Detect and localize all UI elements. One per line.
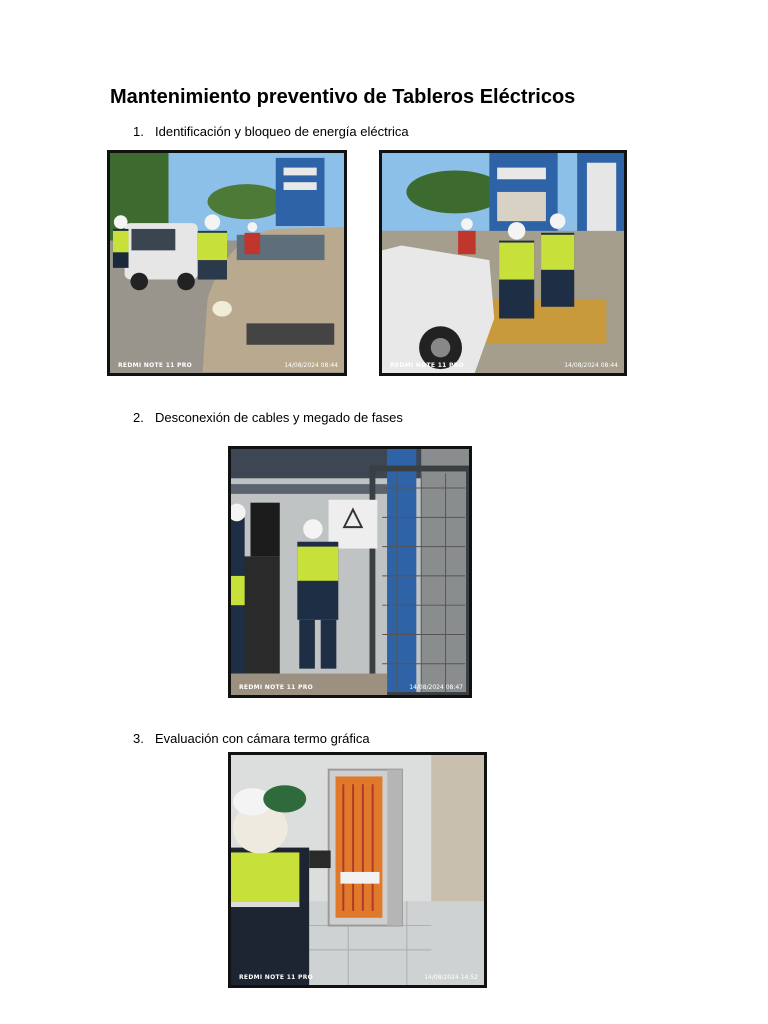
photo-timestamp: 14/08/2024 08:44 bbox=[564, 362, 618, 369]
photo-scene bbox=[110, 153, 344, 373]
list-item-text: Evaluación con cámara termo gráfica bbox=[155, 731, 370, 746]
list-item-number: 3. bbox=[133, 731, 144, 746]
photo-scene bbox=[231, 449, 469, 695]
photo-timestamp: 14/08/2024 14:52 bbox=[424, 974, 478, 981]
photo-watermark: REDMI NOTE 11 PRO bbox=[239, 684, 314, 691]
photo-identificacion-1 bbox=[107, 150, 347, 376]
list-item-1 bbox=[133, 124, 409, 139]
list-item-text: Identificación y bloqueo de energía eléctrica bbox=[155, 124, 409, 139]
photo-timestamp: 14/08/2024 08:44 bbox=[284, 362, 338, 369]
photo-identificacion-2 bbox=[379, 150, 627, 376]
list-item-2 bbox=[133, 410, 403, 425]
photo-watermark: REDMI NOTE 11 PRO bbox=[118, 362, 193, 369]
list-item-text: Desconexión de cables y megado de fases bbox=[155, 410, 403, 425]
photo-scene bbox=[231, 755, 484, 985]
photo-watermark: REDMI NOTE 11 PRO bbox=[390, 362, 465, 369]
page-title: Mantenimiento preventivo de Tableros Eléctricos bbox=[110, 86, 576, 108]
photo-evaluacion-termografica bbox=[228, 752, 487, 988]
photo-timestamp: 14/08/2024 08:47 bbox=[409, 684, 463, 691]
photo-desconexion bbox=[228, 446, 472, 698]
list-item-3 bbox=[133, 731, 370, 746]
list-item-number: 2. bbox=[133, 410, 144, 425]
list-item-number: 1. bbox=[133, 124, 144, 139]
photo-watermark: REDMI NOTE 11 PRO bbox=[239, 974, 314, 981]
photo-scene bbox=[382, 153, 624, 373]
